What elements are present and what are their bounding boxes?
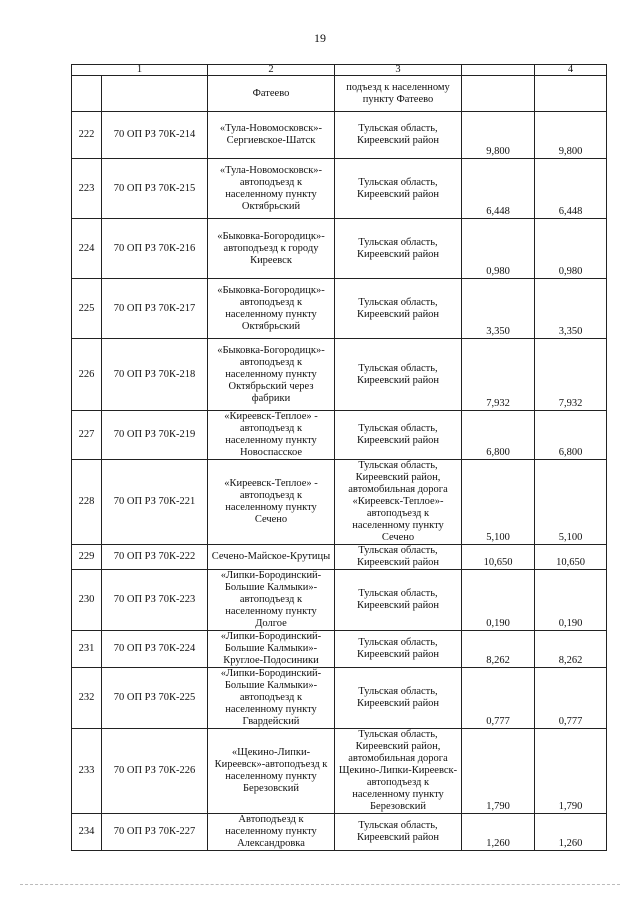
column-header-4: 4: [535, 65, 607, 76]
road-name: «Киреевск-Теплое» - автоподъезд к населенному пункту Сечено: [208, 460, 335, 545]
road-location: Тульская область, Киреевский район: [335, 631, 462, 668]
road-length-value: 1,260: [462, 814, 535, 851]
road-location: подъезд к населенному пункту Фатеево: [335, 76, 462, 112]
road-length-total: 1,260: [535, 814, 607, 851]
road-name: Сечено-Майское-Крутицы: [208, 545, 335, 570]
road-location: Тульская область, Киреевский район: [335, 570, 462, 631]
road-length-total: 7,932: [535, 339, 607, 411]
scan-artifact-line: [20, 884, 620, 886]
row-number: 228: [72, 460, 102, 545]
table-row: [72, 460, 607, 545]
road-code: 70 ОП РЗ 70К-217: [102, 279, 208, 339]
road-length-total: 3,350: [535, 279, 607, 339]
table-row: [72, 279, 607, 339]
road-length-total: 10,650: [535, 545, 607, 570]
column-header-2: 2: [208, 65, 335, 76]
road-location: Тульская область, Киреевский район: [335, 219, 462, 279]
road-location: Тульская область, Киреевский район: [335, 159, 462, 219]
road-name: «Киреевск-Теплое» - автоподъезд к населенному пункту Новоспасское: [208, 411, 335, 460]
column-header-1: 1: [72, 65, 208, 76]
road-location: Тульская область, Киреевский район: [335, 545, 462, 570]
table-row: [72, 76, 607, 112]
road-name: «Быковка-Богородицк»-автоподъезд к населенному пункту Октябрьский: [208, 279, 335, 339]
road-name: «Липки-Бородинский-Большие Калмыки»-автоподъезд к населенному пункту Долгое: [208, 570, 335, 631]
road-length-total: 9,800: [535, 112, 607, 159]
row-number: 224: [72, 219, 102, 279]
road-name: «Липки-Бородинский-Большие Калмыки»-Круглое-Подосиники: [208, 631, 335, 668]
row-number: 227: [72, 411, 102, 460]
road-name: «Быковка-Богородицк»-автоподъезд к населенному пункту Октябрьский через фабрики: [208, 339, 335, 411]
road-name: «Быковка-Богородицк»-автоподъезд к городу Киреевск: [208, 219, 335, 279]
header-row: [72, 65, 607, 76]
road-code: [102, 76, 208, 112]
table-row: [72, 729, 607, 814]
road-length-value: [462, 76, 535, 112]
road-name: Фатеево: [208, 76, 335, 112]
road-code: 70 ОП РЗ 70К-222: [102, 545, 208, 570]
road-code: 70 ОП РЗ 70К-221: [102, 460, 208, 545]
page-number: 19: [314, 31, 326, 45]
road-location: Тульская область, Киреевский район: [335, 279, 462, 339]
road-length-value: 6,800: [462, 411, 535, 460]
road-name: «Тула-Новомосковск»-автоподъезд к населенному пункту Октябрьский: [208, 159, 335, 219]
row-number: 231: [72, 631, 102, 668]
table-row: [72, 668, 607, 729]
row-number: 223: [72, 159, 102, 219]
roads-registry-table: [71, 64, 607, 851]
road-length-value: 8,262: [462, 631, 535, 668]
road-length-value: 6,448: [462, 159, 535, 219]
road-location: Тульская область, Киреевский район: [335, 814, 462, 851]
road-length-total: 0,980: [535, 219, 607, 279]
column-header-3: 3: [335, 65, 462, 76]
road-name: «Липки-Бородинский-Большие Калмыки»-автоподъезд к населенному пункту Гвардейский: [208, 668, 335, 729]
road-code: 70 ОП РЗ 70К-224: [102, 631, 208, 668]
road-length-total: 1,790: [535, 729, 607, 814]
table-row: [72, 219, 607, 279]
road-code: 70 ОП РЗ 70К-226: [102, 729, 208, 814]
row-number: [72, 76, 102, 112]
road-code: 70 ОП РЗ 70К-219: [102, 411, 208, 460]
road-name: «Тула-Новомосковск»-Сергиевское-Шатск: [208, 112, 335, 159]
road-length-total: 0,777: [535, 668, 607, 729]
road-code: 70 ОП РЗ 70К-218: [102, 339, 208, 411]
road-length-total: 6,800: [535, 411, 607, 460]
road-length-value: 0,980: [462, 219, 535, 279]
row-number: 230: [72, 570, 102, 631]
road-code: 70 ОП РЗ 70К-223: [102, 570, 208, 631]
road-location: Тульская область, Киреевский район, автомобильная дорога Щекино-Липки-Киреевск-автоподъезд к населенному пункту Березовский: [335, 729, 462, 814]
road-length-total: 6,448: [535, 159, 607, 219]
table-row: [72, 570, 607, 631]
road-code: 70 ОП РЗ 70К-216: [102, 219, 208, 279]
row-number: 222: [72, 112, 102, 159]
road-name: Автоподъезд к населенному пункту Александровка: [208, 814, 335, 851]
road-length-value: 7,932: [462, 339, 535, 411]
table-row: [72, 545, 607, 570]
row-number: 234: [72, 814, 102, 851]
row-number: 229: [72, 545, 102, 570]
road-location: Тульская область, Киреевский район, автомобильная дорога «Киреевск-Теплое»-автоподъезд к населенному пункту Сечено: [335, 460, 462, 545]
road-length-value: 10,650: [462, 545, 535, 570]
road-length-total: [535, 76, 607, 112]
table-row: [72, 411, 607, 460]
road-name: «Щекино-Липки-Киреевск»-автоподъезд к населенному пункту Березовский: [208, 729, 335, 814]
road-length-value: 1,790: [462, 729, 535, 814]
road-length-value: 3,350: [462, 279, 535, 339]
row-number: 233: [72, 729, 102, 814]
column-header-blank: [462, 65, 535, 76]
road-length-total: 8,262: [535, 631, 607, 668]
table-row: [72, 339, 607, 411]
table-row: [72, 112, 607, 159]
row-number: 226: [72, 339, 102, 411]
road-length-total: 0,190: [535, 570, 607, 631]
road-code: 70 ОП РЗ 70К-214: [102, 112, 208, 159]
table-row: [72, 159, 607, 219]
road-location: Тульская область, Киреевский район: [335, 411, 462, 460]
road-code: 70 ОП РЗ 70К-227: [102, 814, 208, 851]
road-length-value: 0,190: [462, 570, 535, 631]
road-length-total: 5,100: [535, 460, 607, 545]
road-code: 70 ОП РЗ 70К-225: [102, 668, 208, 729]
row-number: 232: [72, 668, 102, 729]
road-location: Тульская область, Киреевский район: [335, 668, 462, 729]
road-length-value: 0,777: [462, 668, 535, 729]
row-number: 225: [72, 279, 102, 339]
road-location: Тульская область, Киреевский район: [335, 339, 462, 411]
road-length-value: 5,100: [462, 460, 535, 545]
road-code: 70 ОП РЗ 70К-215: [102, 159, 208, 219]
road-length-value: 9,800: [462, 112, 535, 159]
road-location: Тульская область, Киреевский район: [335, 112, 462, 159]
table-row: [72, 631, 607, 668]
table-row: [72, 814, 607, 851]
